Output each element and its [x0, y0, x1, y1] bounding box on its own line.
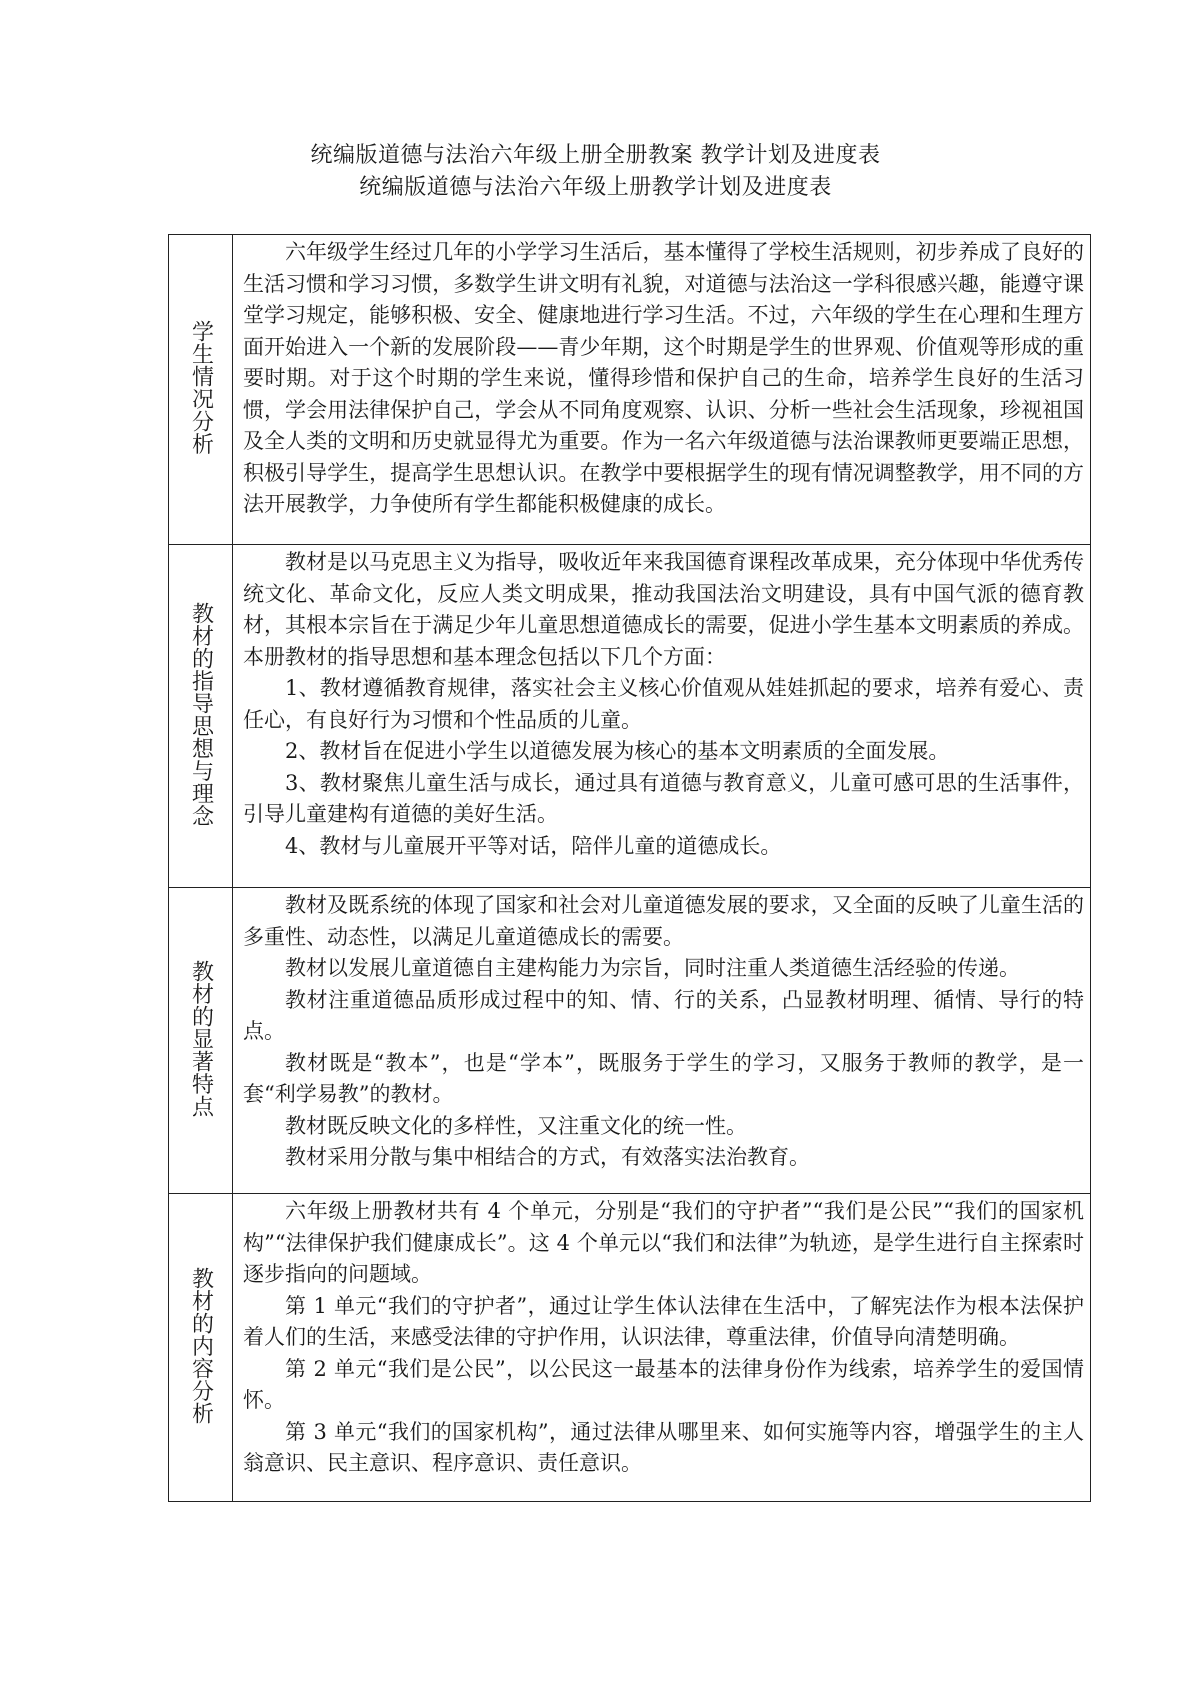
- content-paragraph: 2、教材旨在促进小学生以道德发展为核心的基本文明素质的全面发展。: [285, 739, 950, 763]
- row-content-cell: [233, 545, 1091, 888]
- table-row-features: [169, 888, 1091, 1194]
- content-paragraph: 第 2 单元“我们是公民”，以公民这一最基本的法律身份作为线索，培养学生的爱国情怀。: [243, 1356, 1084, 1412]
- content-paragraph: 1、教材遵循教育规律，落实社会主义核心价值观从娃娃抓起的要求，培养有爱心、责任心，有良好行为习惯和个性品质的儿童。: [243, 676, 1084, 732]
- content-paragraph: 教材采用分散与集中相结合的方式，有效落实法治教育。: [285, 1145, 810, 1169]
- row-content-cell: [233, 235, 1091, 545]
- content-paragraph: 4、教材与儿童展开平等对话，陪伴儿童的道德成长。: [285, 833, 782, 858]
- row-label-cell: [169, 235, 233, 545]
- content-paragraph: 教材以发展儿童道德自主建构能力为宗旨，同时注重人类道德生活经验的传递。: [285, 956, 1020, 980]
- row-label: 教材的显著特点: [188, 959, 214, 1118]
- content-paragraph: 教材是以马克思主义为指导，吸收近年来我国德育课程改革成果，充分体现中华优秀传统文化、革命文化，反应人类文明成果，推动我国法治文明建设，具有中国气派的德育教材，其根本宗旨在于满足少年儿童思想道德成长的需要，促进小学生基本文明素质的养成。本册教材的指导思想和基本理念包括以下几个方面：: [243, 550, 1084, 669]
- row-label: 学生情况分析: [188, 320, 214, 455]
- row-label: 教材的指导思想与理念: [188, 601, 214, 827]
- table-row-guiding-ideas: [169, 545, 1091, 888]
- content-paragraph: 教材既是“教本”，也是“学本”，既服务于学生的学习，又服务于教师的教学，是一套“利学易教”的教材。: [243, 1050, 1084, 1106]
- content-paragraph: 3、教材聚焦儿童生活与成长，通过具有道德与教育意义，儿童可感可思的生活事件，引导儿童建构有道德的美好生活。: [243, 770, 1084, 826]
- content-paragraph: 教材及既系统的体现了国家和社会对儿童道德发展的要求，又全面的反映了儿童生活的多重性、动态性，以满足儿童道德成长的需要。: [243, 893, 1084, 949]
- document-header: [0, 140, 1191, 204]
- content-paragraph: 教材既反映文化的多样性，又注重文化的统一性。: [285, 1113, 747, 1138]
- content-paragraph: 教材注重道德品质形成过程中的知、情、行的关系，凸显教材明理、循情、导行的特点。: [243, 987, 1084, 1043]
- row-label: 教材的内容分析: [188, 1266, 214, 1425]
- content-paragraph: 第 3 单元“我们的国家机构”，通过法律从哪里来、如何实施等内容，增强学生的主人翁意识、民主意识、程序意识、责任意识。: [243, 1419, 1084, 1475]
- table-row-student-analysis: [169, 235, 1091, 545]
- content-paragraph: 六年级学生经过几年的小学学习生活后，基本懂得了学校生活规则，初步养成了良好的生活习惯和学习习惯，多数学生讲文明有礼貌，对道德与法治这一学科很感兴趣，能遵守课堂学习规定，能够积极、安全、健康地进行学习生活。不过，六年级的学生在心理和生理方面开始进入一个新的发展阶段——青少年期，这个时期是学生的世界观、价值观等形成的重要时期。对于这个时期的学生来说，懂得珍惜和保护自己的生命，培养学生良好的生活习惯，学会用法律保护自己，学会从不同角度观察、认识、分析一些社会生活现象，珍视祖国及全人类的文明和历史就显得尤为重要。作为一名六年级道德与法治课教师更要端正思想，积极引导学生，提高学生思想认识。在教学中要根据学生的现有情况调整教学，用不同的方法开展教学，力争使所有学生都能积极健康的成长。: [243, 240, 1084, 516]
- row-content-cell: [233, 1194, 1091, 1502]
- teaching-plan-table: [168, 234, 1091, 1502]
- row-content-cell: [233, 888, 1091, 1194]
- row-label-cell: [169, 888, 233, 1194]
- table-row-content-analysis: [169, 1194, 1091, 1502]
- document-subtitle: 统编版道德与法治六年级上册教学计划及进度表: [359, 175, 832, 200]
- document-title: 统编版道德与法治六年级上册全册教案 教学计划及进度表: [310, 143, 881, 168]
- content-paragraph: 第 1 单元“我们的守护者”，通过让学生体认法律在生活中，了解宪法作为根本法保护着人们的生活，来感受法律的守护作用，认识法律，尊重法律，价值导向清楚明确。: [243, 1293, 1084, 1349]
- row-label-cell: [169, 545, 233, 888]
- row-label-cell: [169, 1194, 233, 1502]
- content-paragraph: 六年级上册教材共有 4 个单元，分别是“我们的守护者”“我们是公民”“我们的国家机构”“法律保护我们健康成长”。这 4 个单元以“我们和法律”为轨迹，是学生进行自主探索时逐步指向的问题域。: [243, 1199, 1084, 1286]
